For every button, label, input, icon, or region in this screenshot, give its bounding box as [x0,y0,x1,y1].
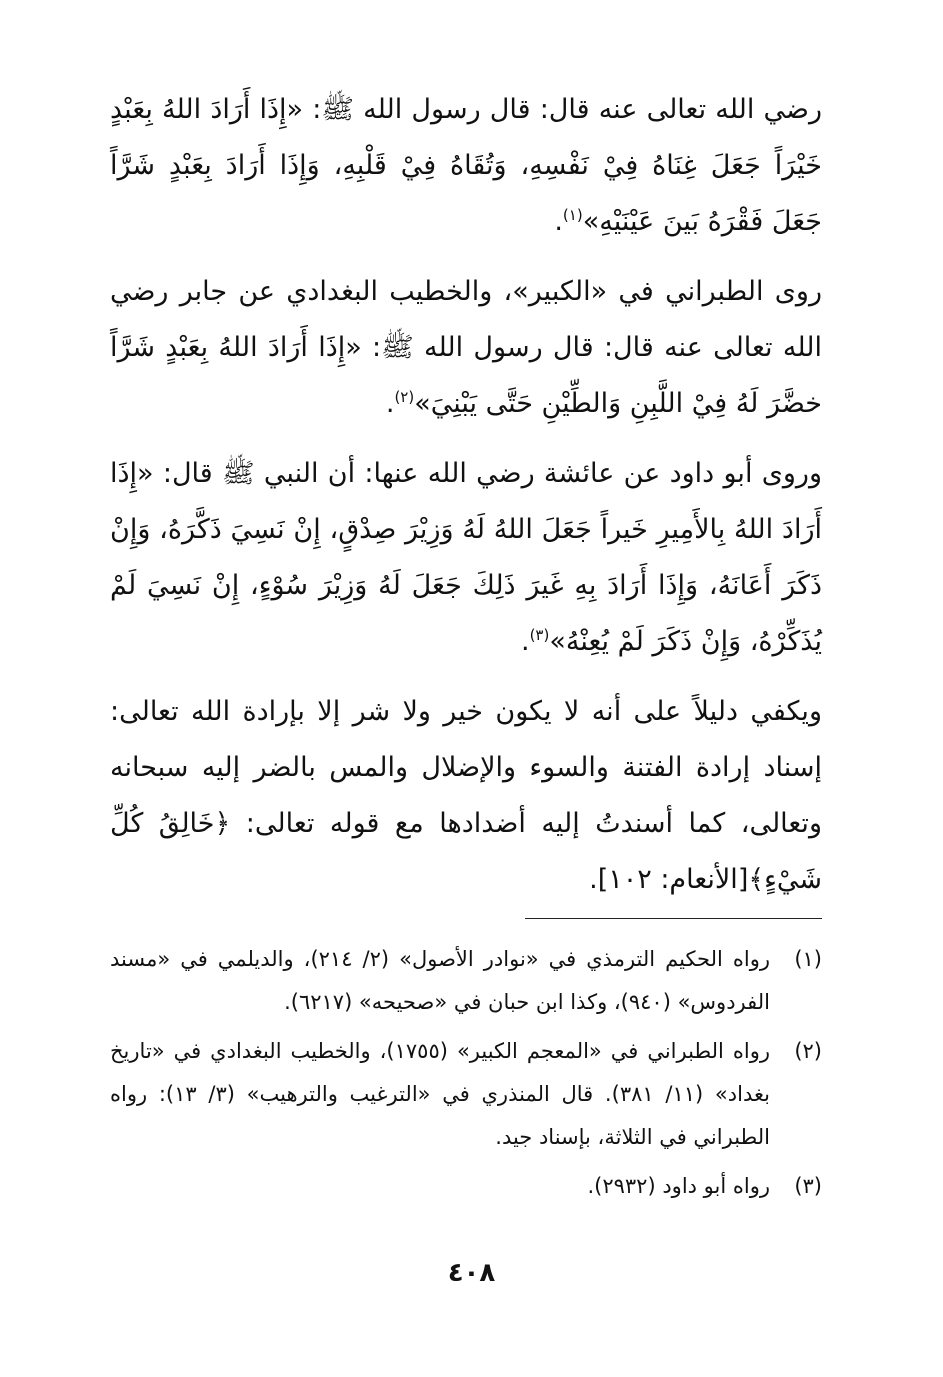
paragraph-text: ويكفي دليلاً على أنه لا يكون خير ولا شر إلا بإرادة الله تعالى: إسناد إرادة الفتنة والسوء والإضلال والمس بالضر إليه سبحانه وتعالى، كما أسندتُ إليه أضدادها مع قوله تعالى: ﴿خَالِقُ كُلِّ شَيْءٍ﴾[الأنعام: ١٠٢] [110,696,822,895]
paragraph-end: . [554,206,563,237]
paragraph-end: . [520,626,530,657]
paragraph-1 [110,82,822,250]
footnote-number: (٣) [794,1174,822,1198]
main-text [110,82,822,922]
paragraph-end: . [589,864,598,895]
footnote-2 [110,1030,822,1159]
footnote-text: رواه الحكيم الترمذي في «نوادر الأصول» (٢/ ٢١٤)، والديلمي في «مسند الفردوس» (٩٤٠)، وكذا ابن حبان في «صحيحه» (٦٢١٧). [110,947,770,1014]
footnote-number: (٢) [794,1039,822,1063]
footnote-3 [110,1165,822,1208]
paragraph-4 [110,684,822,908]
paragraph-text: رضي الله تعالى عنه قال: قال رسول الله ﷺ: «إِذَا أَرَادَ اللهُ بِعَبْدٍ خَيْرَاً جَعَلَ غِنَاهُ فِيْ نَفْسِهِ، وَتُقَاهُ فِيْ قَلْبِهِ، وَإِذَا أَرَادَ بِعَبْدٍ شَرَّاً جَعَلَ فَقْرَهُ بَينَ عَيْنَيْهِ» [110,94,822,237]
footnotes-section [110,938,822,1214]
footnote-marker-1[interactable]: (١) [562,206,583,224]
footnote-marker-3[interactable]: (٣) [529,626,550,644]
paragraph-text: وروى أبو داود عن عائشة رضي الله عنها: أن النبي ﷺ قال: «إِذَا أَرَادَ اللهُ بِالأَمِيرِ خَيراً جَعَلَ اللهُ لَهُ وَزِيْرَ صِدْقٍ، إِنْ نَسِيَ ذَكَّرَهُ، وَإِنْ ذَكَرَ أَعَانَهُ، وَإِذَا أَرَادَ بِهِ غَيرَ ذَلِكَ جَعَلَ لَهُ وَزِيْرَ سُوْءٍ، إِنْ نَسِيَ لَمْ يُذَكِّرْهُ، وَإِنْ ذَكَرَ لَمْ يُعِنْهُ» [110,458,822,657]
footnote-1 [110,938,822,1024]
paragraph-2 [110,264,822,432]
footnote-divider [525,918,822,919]
page-number: ٤٠٨ [447,1258,496,1288]
footnote-number: (١) [794,947,822,971]
footnote-marker-2[interactable]: (٢) [394,388,415,406]
paragraph-end: . [385,388,395,419]
footnote-text: رواه أبو داود (٢٩٣٢). [587,1174,770,1198]
paragraph-3 [110,446,822,670]
footnote-text: رواه الطبراني في «المعجم الكبير» (١٧٥٥)، والخطيب البغدادي في «تاريخ بغداد» (١١/ ٣٨١). قال المنذري في «الترغيب والترهيب» (٣/ ١٣): رواه الطبراني في الثلاثة، بإسناد جيد. [110,1039,771,1149]
paragraph-text: روى الطبراني في «الكبير»، والخطيب البغدادي عن جابر رضي الله تعالى عنه قال: قال رسول الله ﷺ: «إِذَا أَرَادَ اللهُ بِعَبْدٍ شَرَّاً خضَّرَ لَهُ فِيْ اللَّبِنِ وَالطِّيْنِ حَتَّى يَبْنِيَ» [110,276,822,419]
